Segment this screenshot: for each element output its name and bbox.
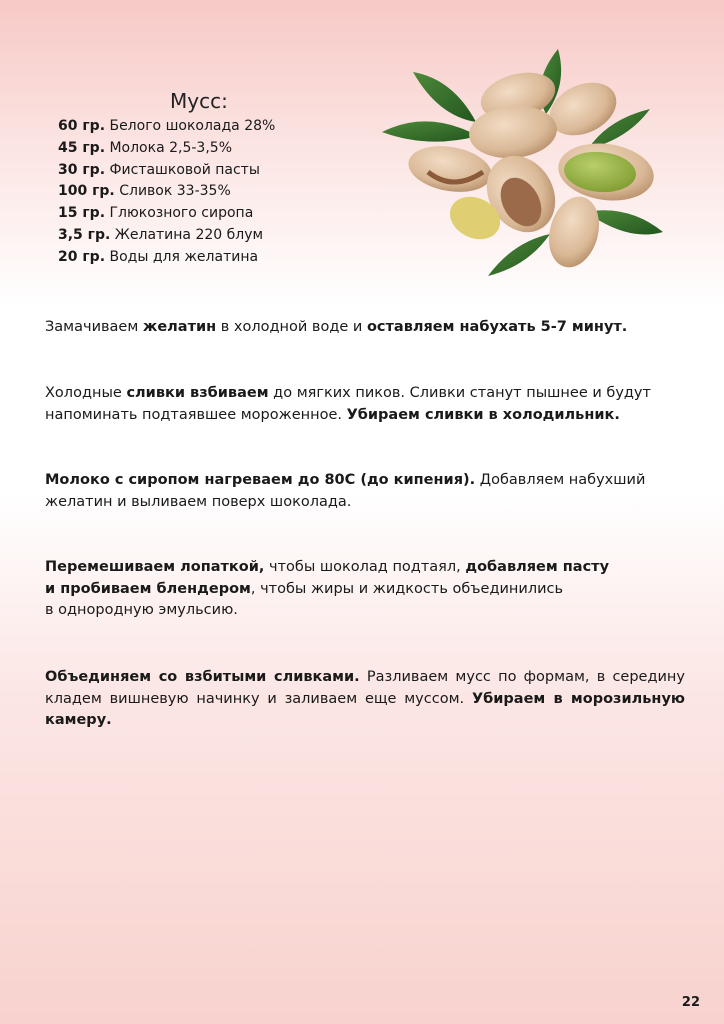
step-bold: Перемешиваем лопаткой, bbox=[45, 559, 265, 575]
ingredient-name: Сливок 33-35% bbox=[119, 183, 231, 200]
step-text: , чтобы жиры и жидкость объединились bbox=[250, 580, 564, 597]
step-text: до мягких пиков. Сливки станут пышнее и будут напоминать подтаявшее мороженное. bbox=[45, 385, 651, 423]
ingredient-name: Молока 2,5-3,5% bbox=[109, 139, 232, 156]
ingredient-qty: 60 гр. bbox=[58, 118, 106, 134]
ingredient-item bbox=[58, 116, 275, 138]
step-text: Холодные bbox=[45, 385, 127, 401]
step-bold: и пробиваем блендером bbox=[45, 580, 251, 597]
recipe-title: Мусс: bbox=[170, 89, 228, 114]
step-bold: Молоко с сиропом нагреваем до 80С (до кипения). bbox=[45, 472, 476, 488]
ingredient-item bbox=[58, 160, 275, 182]
step-paragraph bbox=[45, 470, 695, 513]
step-bold: желатин bbox=[142, 319, 217, 335]
step-bold: сливки взбиваем bbox=[126, 385, 269, 401]
ingredient-name: Желатина 220 блум bbox=[114, 226, 264, 243]
ingredient-qty: 3,5 гр. bbox=[58, 226, 111, 243]
ingredient-name: Фисташковой пасты bbox=[109, 161, 260, 178]
step-bold: Убираем в морозильную камеру. bbox=[45, 690, 686, 728]
ingredient-item bbox=[58, 247, 275, 269]
step-bold: Убираем сливки в холодильник. bbox=[346, 406, 620, 423]
ingredient-item bbox=[58, 181, 275, 203]
pistachio-icon bbox=[378, 44, 668, 284]
step-paragraph bbox=[45, 557, 695, 622]
ingredient-list bbox=[58, 116, 275, 269]
step-bold: Объединяем со взбитыми сливками. bbox=[45, 669, 360, 685]
ingredient-qty: 15 гр. bbox=[58, 205, 106, 222]
step-text: Замачиваем bbox=[45, 319, 143, 335]
step-text: Разливаем мусс по формам, в середину кладем вишневую начинку и заливаем еще муссом. bbox=[45, 669, 685, 707]
step-text: чтобы шоколад подтаял, bbox=[264, 559, 466, 575]
ingredient-qty: 45 гр. bbox=[58, 139, 106, 156]
ingredient-item bbox=[58, 225, 275, 247]
step-text: Добавляем набухший желатин и выливаем поверх шоколада. bbox=[45, 472, 646, 510]
ingredient-qty: 100 гр. bbox=[58, 183, 115, 200]
step-bold: добавляем пасту bbox=[465, 559, 610, 575]
step-paragraph bbox=[45, 667, 685, 732]
ingredient-item bbox=[58, 138, 275, 160]
ingredient-qty: 30 гр. bbox=[58, 161, 106, 178]
ingredient-name: Глюкозного сиропа bbox=[109, 205, 254, 222]
ingredient-name: Воды для желатина bbox=[109, 248, 259, 265]
step-text: в холодной воде и bbox=[216, 319, 367, 335]
ingredient-name: Белого шоколада 28% bbox=[109, 118, 276, 134]
page-number: 22 bbox=[681, 995, 700, 1010]
ingredient-item bbox=[58, 203, 275, 225]
step-paragraph bbox=[45, 317, 695, 339]
step-bold: оставляем набухать 5-7 минут. bbox=[366, 319, 628, 335]
step-paragraph bbox=[45, 383, 695, 426]
ingredient-qty: 20 гр. bbox=[58, 248, 106, 265]
step-text: в однородную эмульсию. bbox=[45, 602, 238, 618]
